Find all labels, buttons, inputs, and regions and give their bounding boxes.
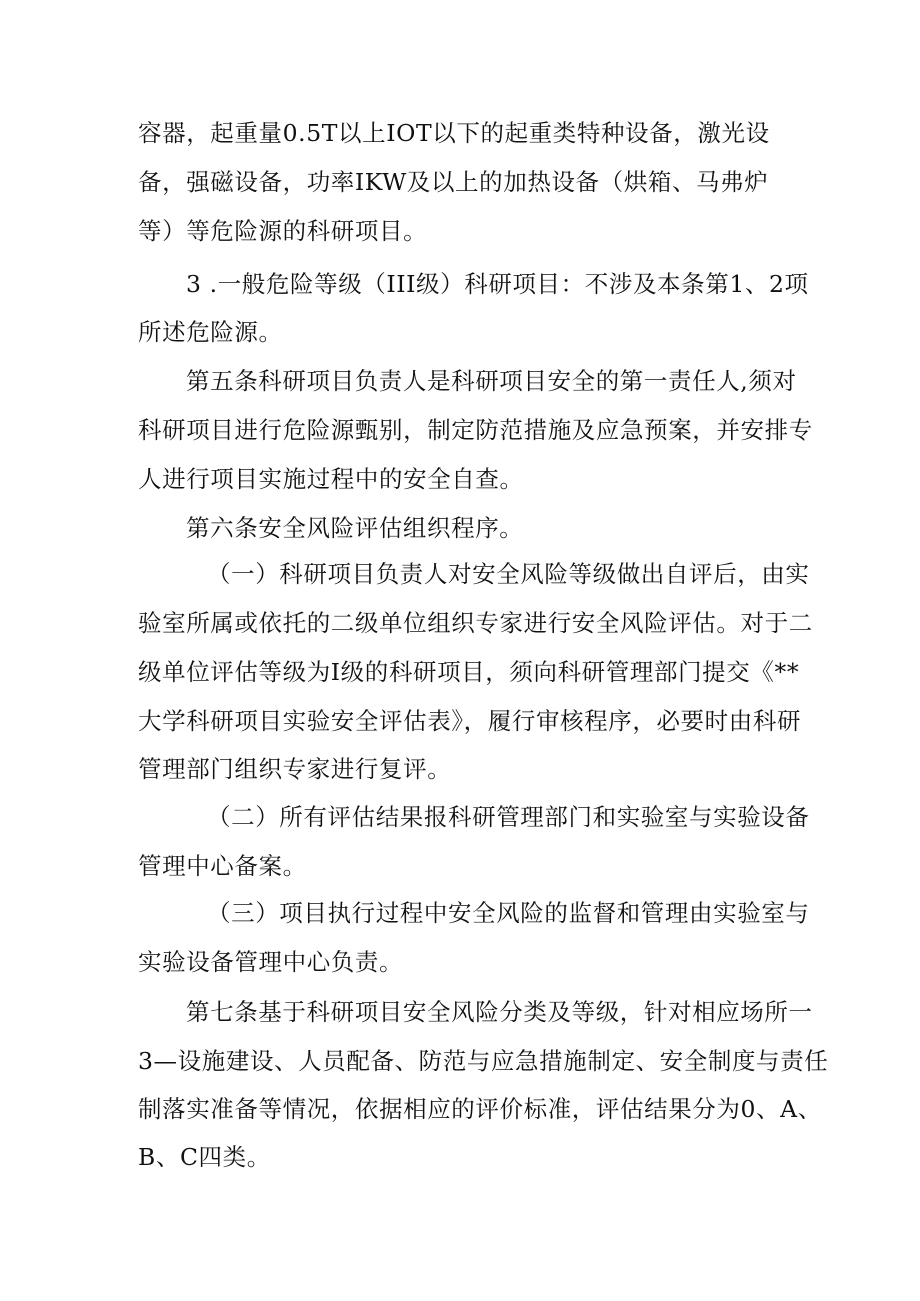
text-line: 制落实准备等情况，依据相应的评价标准，评估结果分为0、A、 [138, 1095, 822, 1123]
text-line: （一）科研项目负责人对安全风险等级做出自评后，由实 [207, 560, 810, 588]
text-line: 3 .一般危险等级（III级）科研项目：不涉及本条第1、2项 [186, 270, 809, 298]
text-line: 备，强磁设备，功率IKW及以上的加热设备（烘箱、马弗炉 [138, 168, 769, 196]
text-line: 人进行项目实施过程中的安全自查。 [138, 465, 524, 493]
text-line: 级单位评估等级为I级的科研项目，须向科研管理部门提交《** [138, 658, 800, 686]
text-line: 容器，起重量0.5T以上IOT以下的起重类特种设备，激光设 [138, 119, 770, 147]
text-line: 所述危险源。 [138, 318, 283, 346]
text-line: 第五条科研项目负责人是科研项目安全的第一责任人,须对 [186, 367, 797, 395]
text-line: 管理部门组织专家进行复评。 [138, 755, 452, 783]
text-line: （二）所有评估结果报科研管理部门和实验室与实验设备 [207, 803, 810, 831]
text-line: 管理中心备案。 [138, 852, 307, 880]
text-line: 科研项目进行危险源甄别，制定防范措施及应急预案，并安排专 [138, 416, 813, 444]
text-line: 等）等危险源的科研项目。 [138, 217, 428, 245]
text-line: （三）项目执行过程中安全风险的监督和管理由实验室与 [207, 899, 810, 927]
text-line: 大学科研项目实验安全评估表》，履行审核程序，必要时由科研 [138, 707, 802, 735]
text-line: 3—设施建设、人员配备、防范与应急措施制定、安全制度与责任 [138, 1047, 829, 1075]
text-line: 第六条安全风险评估组织程序。 [186, 514, 524, 542]
text-line: B、C四类。 [138, 1143, 271, 1171]
text-line: 实验设备管理中心负责。 [138, 948, 404, 976]
text-line: 验室所属或依托的二级单位组织专家进行安全风险评估。对于二 [138, 609, 813, 637]
text-line: 第七条基于科研项目安全风险分类及等级，针对相应场所一 [186, 998, 813, 1026]
